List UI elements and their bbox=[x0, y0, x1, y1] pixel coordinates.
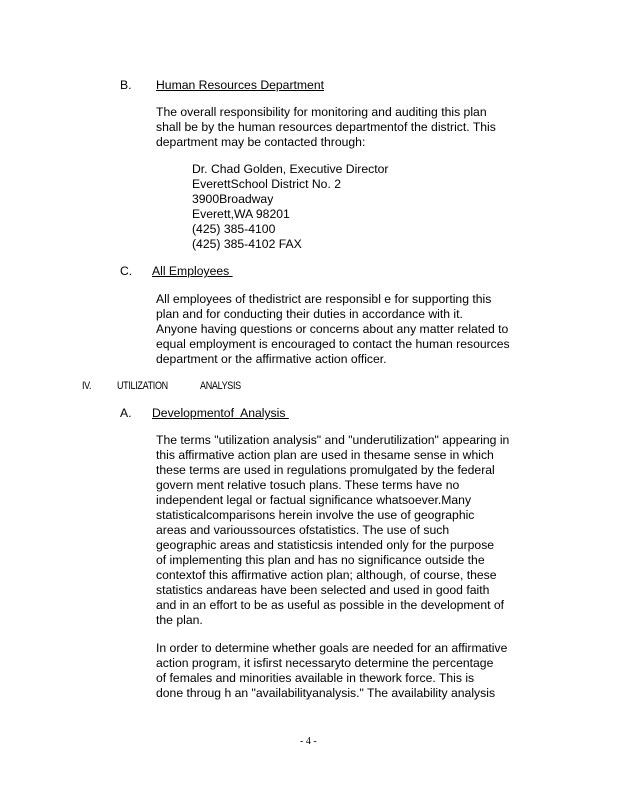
paragraph-line: action program, it isfirst necessaryto determine the percentage bbox=[156, 656, 494, 670]
paragraph-line: All employees of thedistrict are responsibl e for supporting this bbox=[156, 292, 492, 306]
paragraph-line: shall be by the human resources departmentof the district. This bbox=[156, 120, 496, 134]
paragraph-line: this affirmative action plan are used in thesame sense in which bbox=[156, 448, 494, 462]
contact-name: Dr. Chad Golden, Executive Director bbox=[192, 162, 389, 176]
paragraph-line: these terms are used in regulations promulgated by the federal bbox=[156, 463, 495, 477]
section-a-marker: A. bbox=[120, 406, 132, 420]
paragraph-line: the plan. bbox=[156, 613, 203, 627]
paragraph-line: and in an effort to be as useful as possible in the development of bbox=[156, 598, 505, 612]
paragraph-line: The terms "utilization analysis" and "underutilization" appearing in bbox=[156, 433, 510, 447]
section-c-title: All Employees bbox=[152, 264, 233, 278]
section-b-paragraph bbox=[156, 105, 496, 150]
paragraph-line: done throug h an "availabilityanalysis." The availability analysis bbox=[156, 686, 496, 700]
page-number: - 4 - bbox=[300, 736, 317, 747]
paragraph-line: statistics andareas have been selected and used in good faith bbox=[156, 583, 490, 597]
paragraph-line: In order to determine whether goals are needed for an affirmative bbox=[156, 641, 508, 655]
section-b-title: Human Resources Department bbox=[156, 78, 324, 92]
contact-city: Everett,WA 98201 bbox=[192, 207, 290, 221]
contact-street: 3900Broadway bbox=[192, 192, 274, 206]
section-iv-title-part1: UTILIZATION bbox=[117, 380, 168, 392]
section-a-title: Developmentof Analysis bbox=[152, 406, 289, 420]
paragraph-line: independent legal or factual significance whatsoever.Many bbox=[156, 493, 472, 507]
section-a-paragraph-1 bbox=[156, 433, 509, 628]
paragraph-line: contextof this affirmative action plan; although, of course, these bbox=[156, 568, 497, 582]
section-a-paragraph-2 bbox=[156, 641, 507, 701]
contact-address-block bbox=[192, 162, 388, 252]
section-iv-title-part2: ANALYSIS bbox=[200, 380, 241, 392]
contact-organization: EverettSchool District No. 2 bbox=[192, 177, 342, 191]
paragraph-line: plan and for conducting their duties in accordance with it. bbox=[156, 307, 463, 321]
paragraph-line: Anyone having questions or concerns about any matter related to bbox=[156, 322, 509, 336]
paragraph-line: areas and varioussources ofstatistics. The use of such bbox=[156, 523, 450, 537]
section-c-paragraph bbox=[156, 292, 510, 367]
paragraph-line: The overall responsibility for monitoring and auditing this plan bbox=[156, 105, 487, 119]
paragraph-line: of females and minorities available in thework force. This is bbox=[156, 671, 475, 685]
paragraph-line: statisticalcomparisons herein involve the use of geographic bbox=[156, 508, 475, 522]
contact-phone: (425) 385-4100 bbox=[192, 222, 276, 236]
paragraph-line: department or the affirmative action officer. bbox=[156, 352, 387, 366]
paragraph-line: department may be contacted through: bbox=[156, 135, 366, 149]
paragraph-line: govern ment relative tosuch plans. These terms have no bbox=[156, 478, 460, 492]
section-c-marker: C. bbox=[120, 264, 133, 278]
section-b-marker: B. bbox=[120, 78, 132, 92]
section-iv-marker: IV. bbox=[82, 380, 92, 392]
contact-fax: (425) 385-4102 FAX bbox=[192, 237, 302, 251]
paragraph-line: equal employment is encouraged to contact the human resources bbox=[156, 337, 510, 351]
paragraph-line: geographic areas and statisticsis intended only for the purpose bbox=[156, 538, 495, 552]
paragraph-line: of implementing this plan and has no significance outside the bbox=[156, 553, 485, 567]
